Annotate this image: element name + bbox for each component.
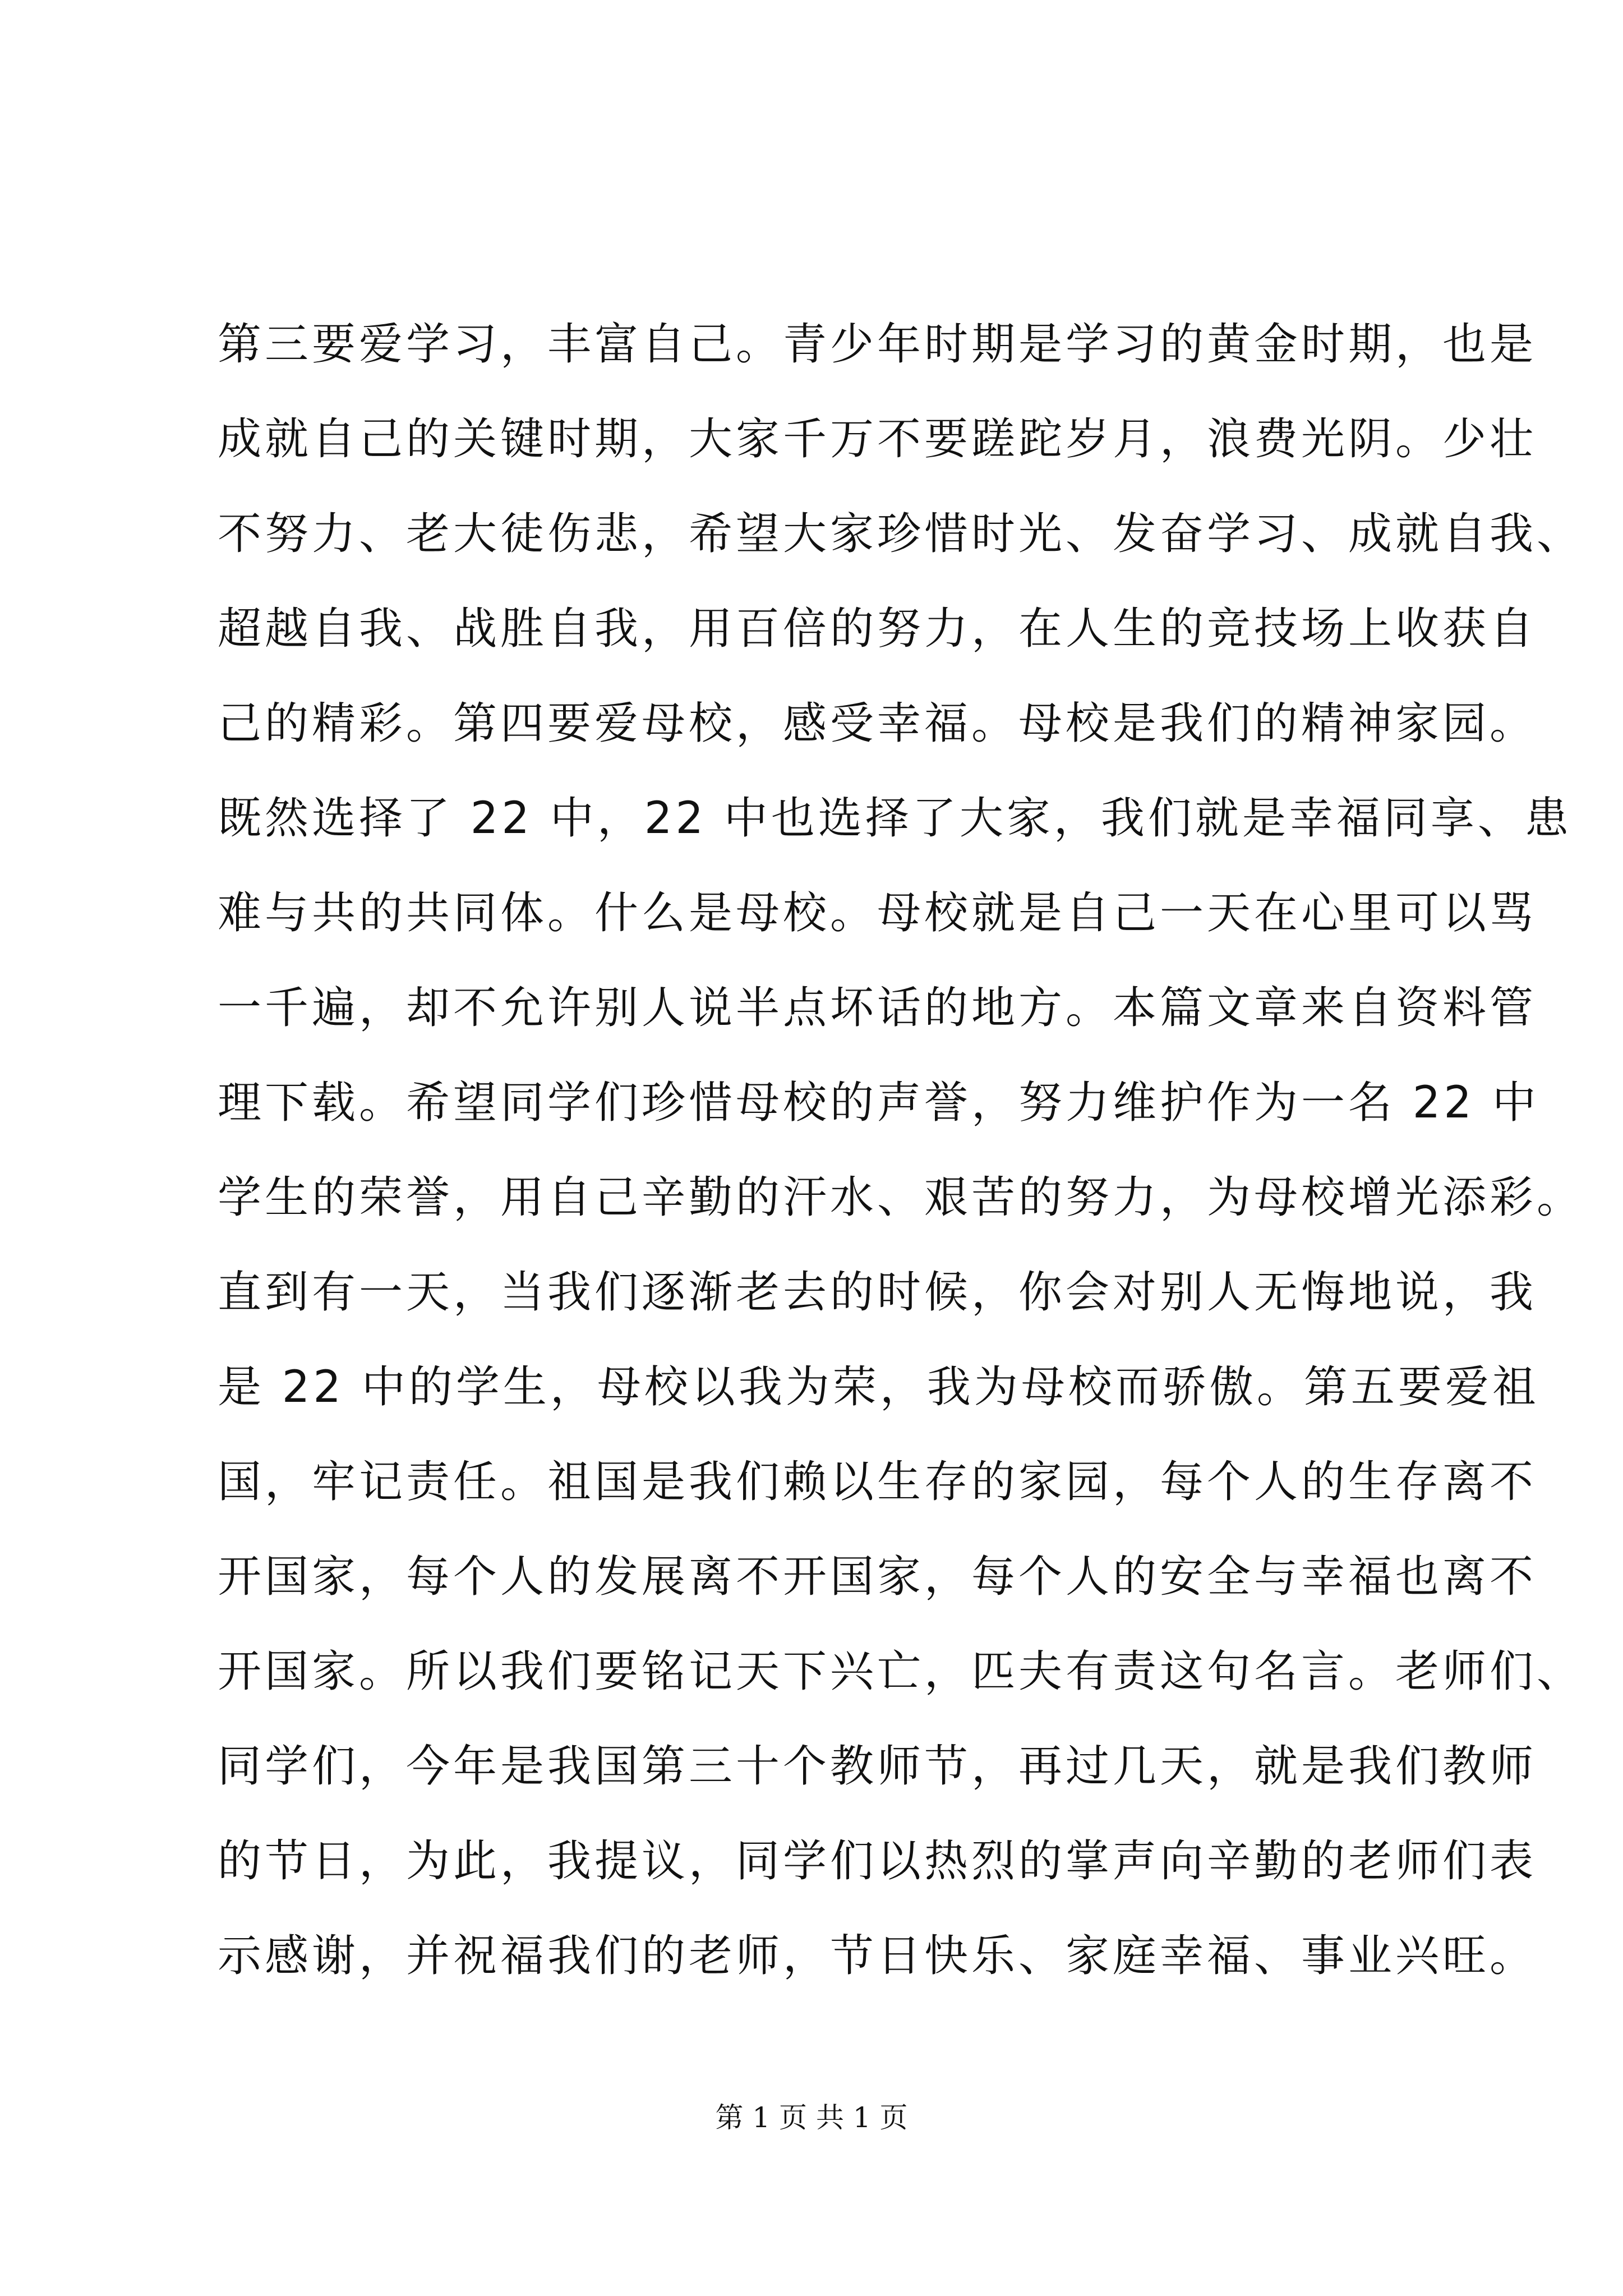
text-line-18: 示感谢，并祝福我们的老师，节日快乐、家庭幸福、事业兴旺。 <box>218 1931 1537 1981</box>
text-line-1: 第三要爱学习，丰富自己。青少年时期是学习的黄金时期，也是 <box>218 319 1537 370</box>
text-line-3: 不努力、老大徒伤悲，希望大家珍惜时光、发奋学习、成就自我、 <box>218 509 1584 559</box>
text-line-11: 直到有一天，当我们逐渐老去的时候，你会对别人无悔地说，我 <box>218 1267 1537 1318</box>
text-line-14: 开国家，每个人的发展离不开国家，每个人的安全与幸福也离不 <box>218 1552 1537 1602</box>
text-line-6: 既然选择了 22 中，22 中也选择了大家，我们就是幸福同享、患 <box>218 793 1572 844</box>
text-line-16: 同学们，今年是我国第三十个教师节，再过几天，就是我们教师 <box>218 1741 1537 1792</box>
text-line-7: 难与共的共同体。什么是母校。母校就是自己一天在心里可以骂 <box>218 888 1537 938</box>
text-line-2: 成就自己的关键时期，大家千万不要蹉跎岁月，浪费光阴。少壮 <box>218 414 1537 464</box>
text-line-12: 是 22 中的学生，母校以我为荣，我为母校而骄傲。第五要爱祖 <box>218 1362 1539 1412</box>
text-line-13: 国，牢记责任。祖国是我们赖以生存的家园，每个人的生存离不 <box>218 1457 1537 1507</box>
text-line-9: 理下载。希望同学们珍惜母校的声誉，努力维护作为一名 22 中 <box>218 1078 1539 1128</box>
text-line-17: 的节日，为此，我提议，同学们以热烈的掌声向辛勤的老师们表 <box>218 1836 1537 1887</box>
text-line-15: 开国家。所以我们要铭记天下兴亡，匹夫有责这句名言。老师们、 <box>218 1646 1584 1697</box>
text-line-8: 一千遍，却不允许别人说半点坏话的地方。本篇文章来自资料管 <box>218 983 1537 1033</box>
text-line-4: 超越自我、战胜自我，用百倍的努力，在人生的竞技场上收获自 <box>218 604 1537 654</box>
body-text <box>218 297 1584 2004</box>
text-line-10: 学生的荣誉，用自己辛勤的汗水、艰苦的努力，为母校增光添彩。 <box>218 1172 1584 1223</box>
text-line-5: 己的精彩。第四要爱母校，感受幸福。母校是我们的精神家园。 <box>218 698 1537 749</box>
page-number-label: 第 1 页 共 1 页 <box>715 2101 908 2134</box>
page-footer <box>0 2101 1623 2134</box>
